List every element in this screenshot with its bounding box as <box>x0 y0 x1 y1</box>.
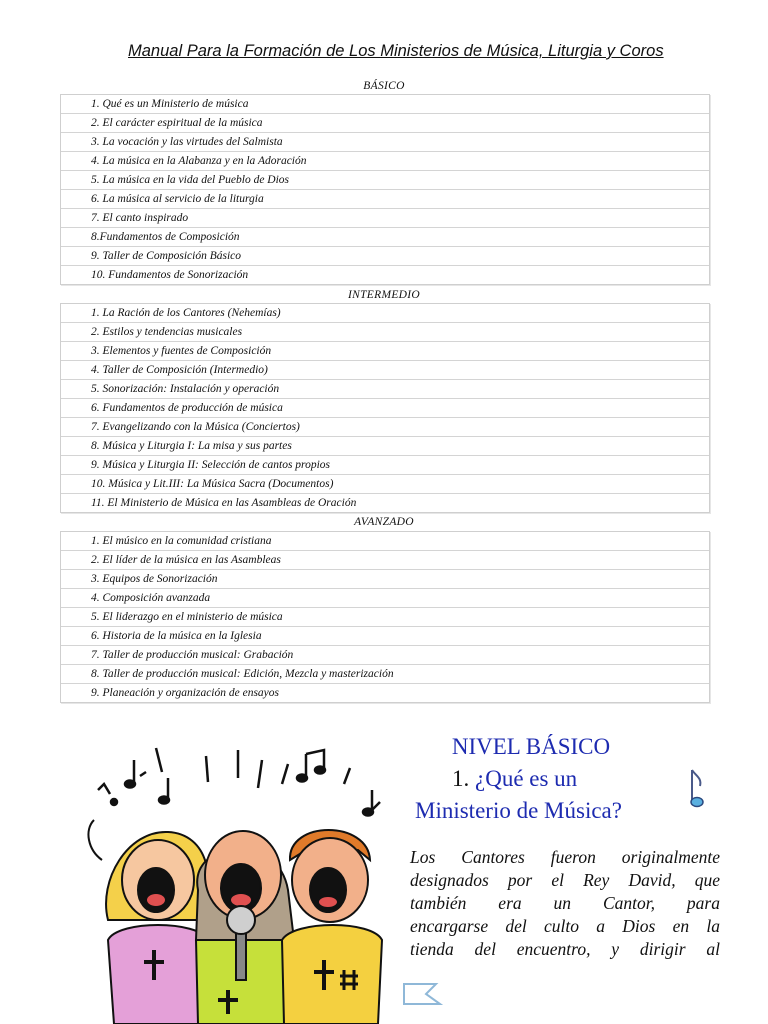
topics-table-intermedio <box>60 303 710 513</box>
topic-row: 7. El canto inspirado <box>61 209 709 228</box>
topic-row: 9. Taller de Composición Básico <box>61 247 709 266</box>
paragraph-line: también era un Cantor, para <box>410 893 720 913</box>
section-title-intermedio: INTERMEDIO <box>348 289 420 301</box>
topic-row: 9. Planeación y organización de ensayos <box>91 687 280 699</box>
question-number: 1. <box>452 766 470 791</box>
flag-icon <box>400 976 454 1012</box>
question-line-2: Ministerio de Música? <box>415 798 622 823</box>
topic-row: 8. Música y Liturgia I: La misa y sus partes <box>61 437 709 456</box>
paragraph-line: tienda del encuentro, y dirigir al <box>410 939 720 959</box>
topic-row: 10. Fundamentos de Sonorización <box>91 269 249 281</box>
paragraph-line: Los Cantores fueron originalmente <box>410 847 720 867</box>
topic-row: 3. La vocación y las virtudes del Salmista <box>61 133 709 152</box>
topic-row: 6. La música al servicio de la liturgia <box>61 190 709 209</box>
topics-table-avanzado <box>60 531 710 703</box>
topic-row: 7. Taller de producción musical: Grabación <box>61 646 709 665</box>
section-title-basico: BÁSICO <box>363 80 405 92</box>
topic-row: 1. El músico en la comunidad cristiana <box>61 532 709 551</box>
paragraph-line: designados por el Rey David, que <box>410 870 720 890</box>
topic-row: 8.Fundamentos de Composición <box>61 228 709 247</box>
topic-row: 5. Sonorización: Instalación y operación <box>61 380 709 399</box>
topic-row: 1. La Ración de los Cantores (Nehemías) <box>61 304 709 323</box>
topic-row: 2. El carácter espiritual de la música <box>61 114 709 133</box>
nivel-title: NIVEL BÁSICO <box>451 734 611 759</box>
topic-row: 10. Música y Lit.III: La Música Sacra (Documentos) <box>61 475 709 494</box>
topic-row: 1. Qué es un Ministerio de música <box>61 95 709 114</box>
topic-row: 4. La música en la Alabanza y en la Adoración <box>61 152 709 171</box>
intro-paragraph <box>410 846 720 961</box>
topic-row: 4. Composición avanzada <box>61 589 709 608</box>
topic-row: 3. Equipos de Sonorización <box>61 570 709 589</box>
topic-row: 3. Elementos y fuentes de Composición <box>61 342 709 361</box>
question-text-1: ¿Qué es un <box>475 766 578 791</box>
singing-choir-illustration <box>78 740 403 1024</box>
topic-row: 4. Taller de Composición (Intermedio) <box>61 361 709 380</box>
topic-row: 8. Taller de producción musical: Edición, Mezcla y masterización <box>61 665 709 684</box>
music-note-icon <box>680 766 708 814</box>
topic-row: 5. El liderazgo en el ministerio de música <box>61 608 709 627</box>
topic-row: 7. Evangelizando con la Música (Conciertos) <box>61 418 709 437</box>
topic-row: 11. El Ministerio de Música en las Asambleas de Oración <box>91 497 357 509</box>
paragraph-line: encargarse del culto a Dios en la <box>410 916 720 936</box>
topics-table-basico <box>60 94 710 285</box>
topic-row: 6. Historia de la música en la Iglesia <box>61 627 709 646</box>
question-line-1 <box>452 766 577 792</box>
section-title-avanzado: AVANZADO <box>354 516 414 528</box>
topic-row: 6. Fundamentos de producción de música <box>61 399 709 418</box>
topic-row: 5. La música en la vida del Pueblo de Dios <box>61 171 709 190</box>
topic-row: 9. Música y Liturgia II: Selección de cantos propios <box>61 456 709 475</box>
topic-row: 2. El líder de la música en las Asambleas <box>61 551 709 570</box>
document-header: Manual Para la Formación de Los Ministerios de Música, Liturgia y Coros <box>128 42 664 60</box>
topic-row: 2. Estilos y tendencias musicales <box>61 323 709 342</box>
